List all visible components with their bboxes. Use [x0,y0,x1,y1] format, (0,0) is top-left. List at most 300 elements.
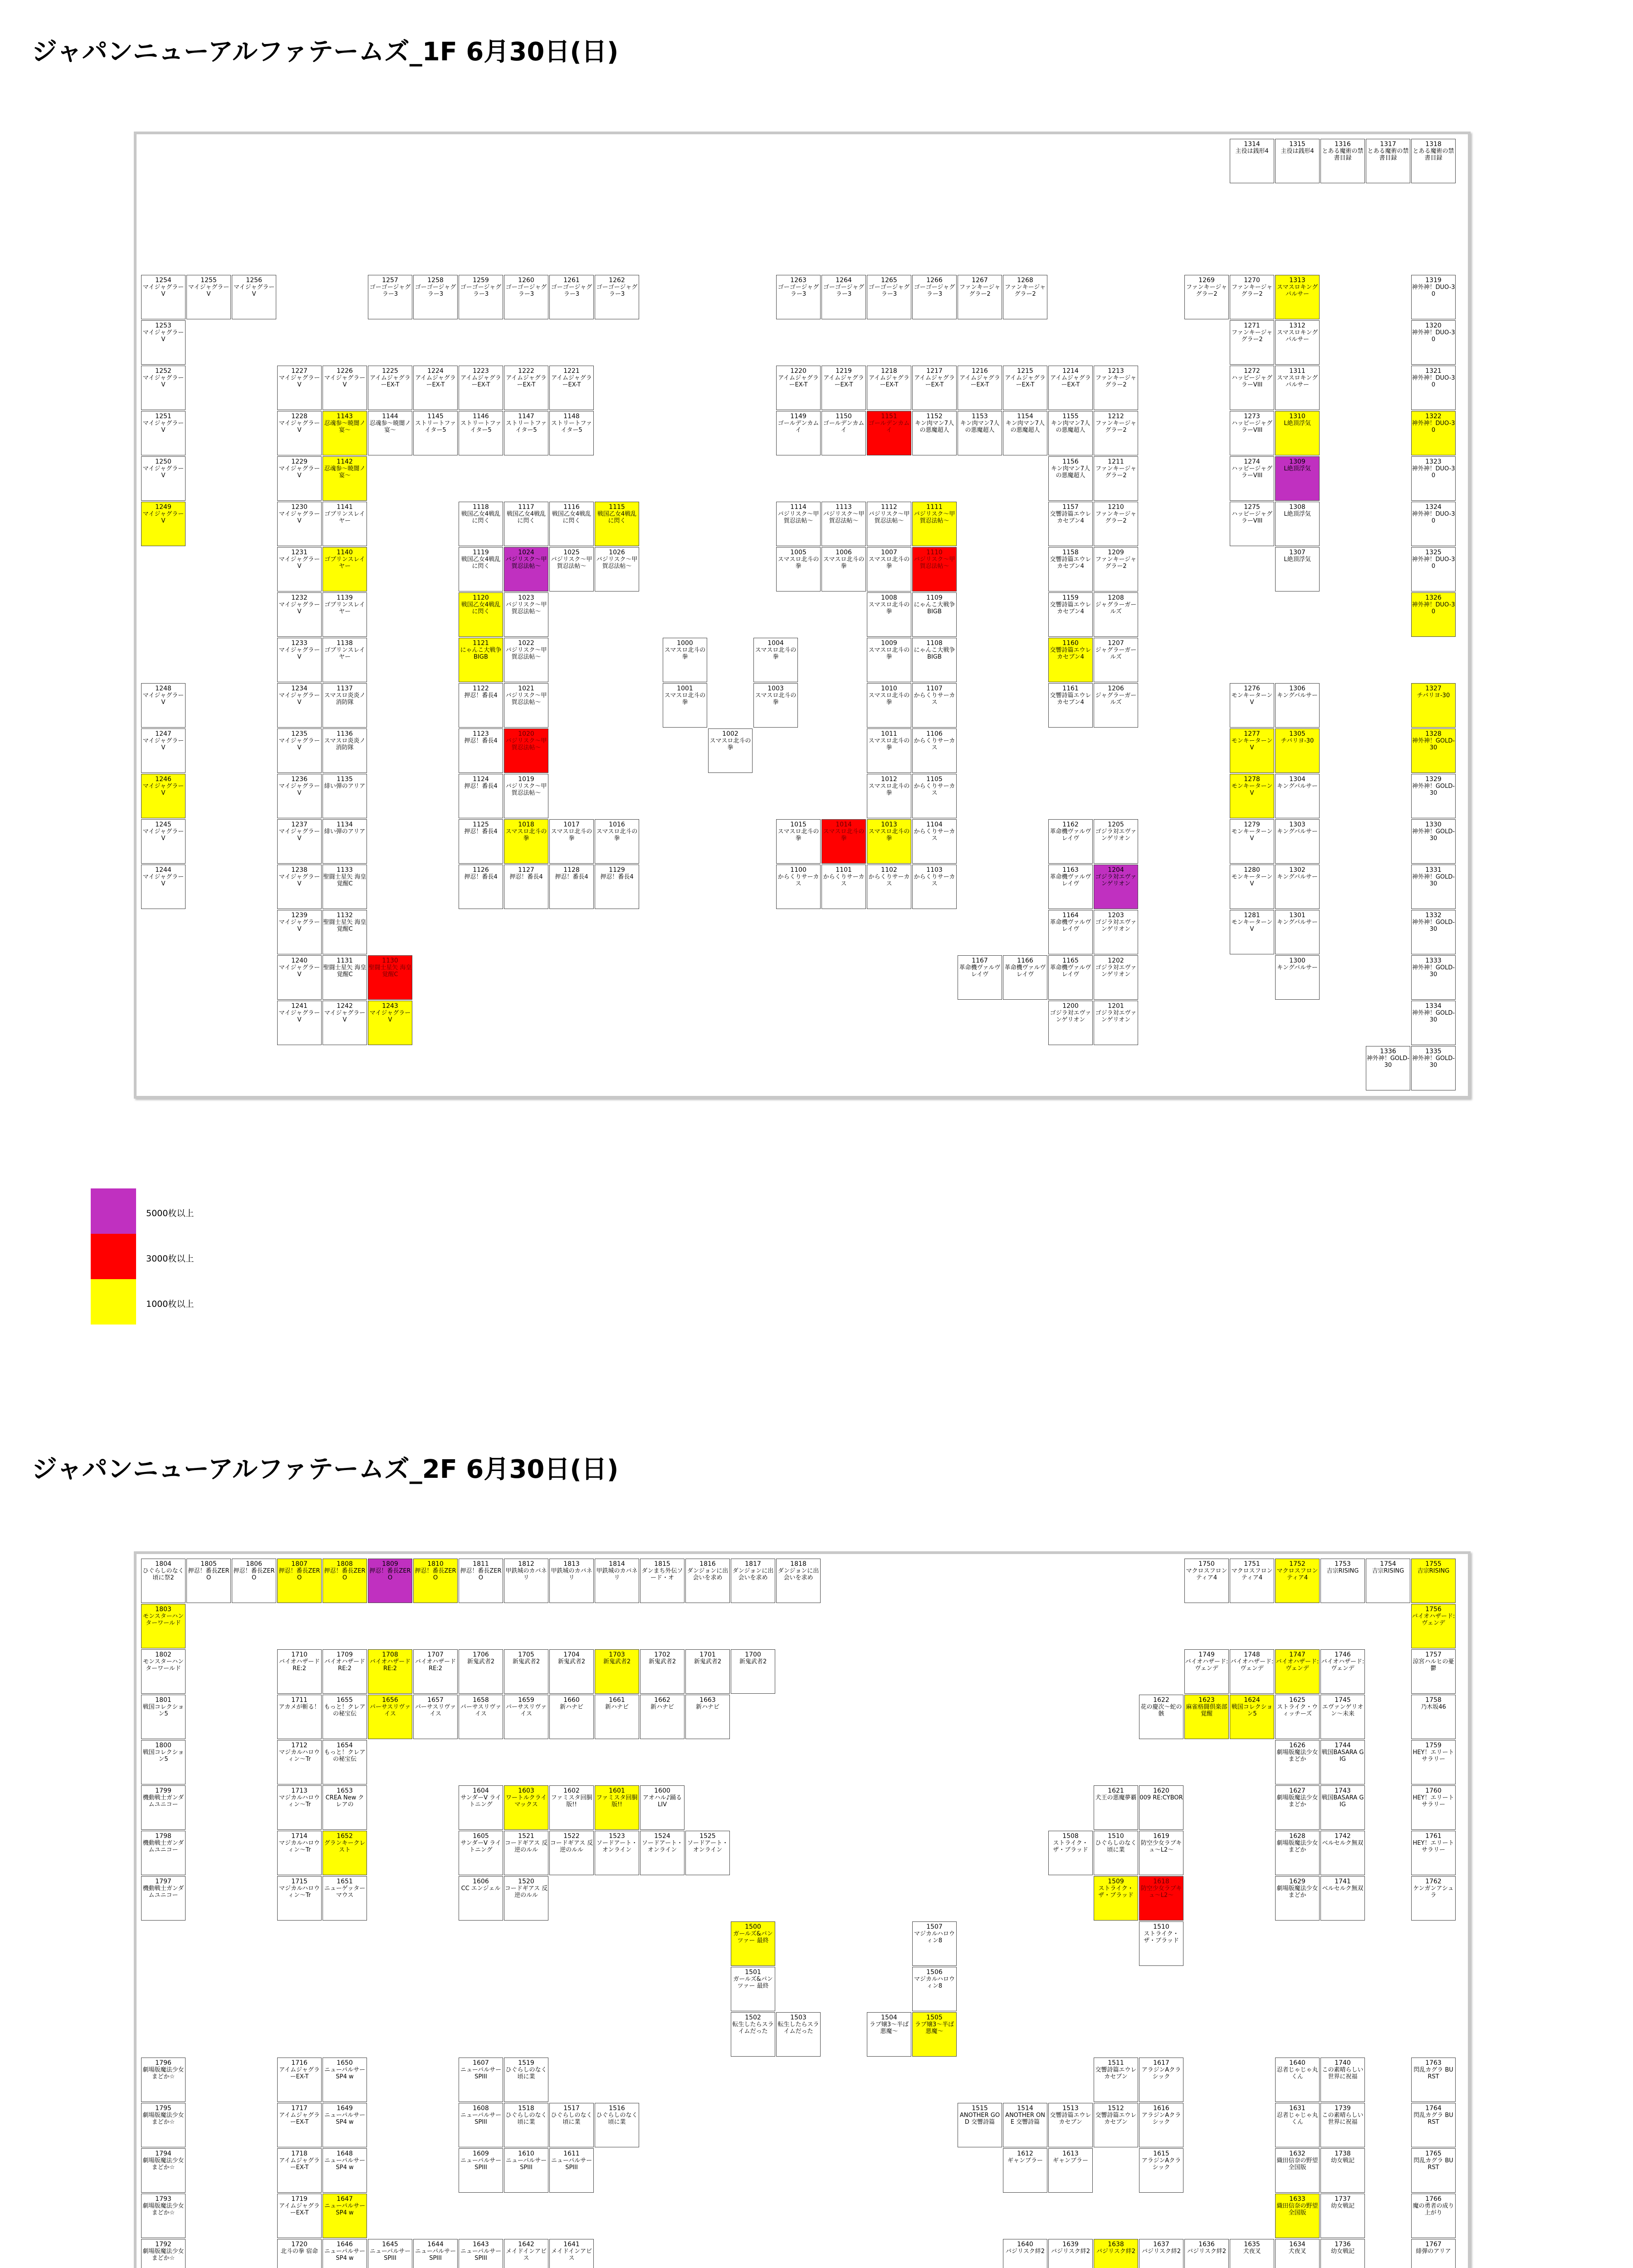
machine-cell [1094,2058,1138,2102]
machine-number: 1228 [291,413,308,420]
machine-cell [1275,910,1320,954]
machine-cell [1320,1785,1365,1830]
machine-number: 1229 [291,458,308,465]
machine-cell [867,774,911,818]
machine-cell [459,774,503,818]
machine-cell [685,1695,730,1739]
machine-number: 1658 [473,1696,489,1704]
machine-number: 1134 [337,821,353,828]
machine-cell [141,411,186,455]
machine-title: バジリスク絆2 [1051,2248,1090,2255]
machine-number: 1203 [1108,912,1124,919]
machine-cell [323,910,367,954]
machine-number: 1001 [677,685,693,692]
machine-cell [776,1559,821,1603]
machine-cell [504,683,548,728]
machine-title: ファンキージャグラー2 [1231,329,1273,343]
machine-number: 1515 [972,2105,988,2112]
machine-number: 1503 [790,2014,807,2021]
machine-title: ストライク・ザ・ブラッド [1053,1840,1088,1853]
machine-number: 1705 [518,1651,534,1658]
machine-cell [1366,1046,1410,1090]
machine-cell [1411,1740,1456,1784]
machine-number: 1234 [291,685,308,692]
machine-cell [867,411,911,455]
machine-cell [640,1785,684,1830]
machine-title: 劇場版魔法少女まどか [1276,1794,1318,1808]
machine-title: 009 RE:CYBOR [1139,1794,1183,1801]
machine-cell [753,683,798,728]
machine-title: ひぐらしのなく頃に業 [505,2112,547,2126]
machine-number: 1100 [790,866,807,874]
machine-number: 1603 [518,1787,534,1794]
machine-cell [1094,955,1138,1000]
machine-cell [821,411,866,455]
machine-number: 1748 [1244,1651,1260,1658]
machine-number: 1158 [1062,549,1079,556]
machine-title: 忍魂参〜暁闇ノ宴〜 [324,420,366,434]
machine-cell [912,2012,957,2057]
machine-cell [1048,411,1093,455]
machine-number: 1655 [337,1696,353,1704]
machine-cell [277,411,322,455]
machine-cell [549,275,594,319]
machine-title: アイムジャグラーEX-T [415,375,456,388]
machine-title: 花の慶次〜蛇の骸 [1140,1704,1182,1717]
machine-title: この素晴らしい世界に祝福 [1322,2112,1364,2126]
machine-number: 1645 [382,2241,398,2248]
machine-number: 1262 [609,277,625,284]
machine-cell [323,728,367,773]
machine-cell [1275,547,1320,591]
machine-title: ダンジョンに出会いを求め [777,1568,819,1581]
machine-number: 1022 [518,640,534,647]
machine-cell [1094,366,1138,410]
machine-cell [277,1559,322,1603]
machine-title: ファンキージャグラー2 [1004,284,1046,298]
machine-number: 1162 [1062,821,1079,828]
machine-title: 新ハナビ [559,1704,583,1711]
machine-title: 押忍！番長4 [555,874,588,880]
machine-number: 1333 [1425,957,1442,964]
machine-number: 1127 [518,866,534,874]
machine-title: ファンキージャグラー2 [1186,284,1227,298]
machine-cell [504,502,548,546]
machine-cell [459,865,503,909]
machine-cell [595,275,639,319]
machine-title: 新ハナビ [695,1704,719,1711]
machine-number: 1746 [1335,1651,1351,1658]
machine-title: バジリスク〜甲賀忍法帖〜 [551,556,592,570]
machine-number: 1275 [1244,503,1260,511]
machine-number: 1015 [790,821,807,828]
machine-title: にゃんこ大戦争BIGB [914,601,955,615]
machine-cell [549,1559,594,1603]
machine-cell [277,638,322,682]
machine-number: 1632 [1289,2150,1305,2157]
machine-number: 1318 [1425,141,1442,148]
machine-title: マイジャグラーV [279,1010,320,1023]
machine-title: HEY！エリートサラリー [1413,1794,1454,1808]
machine-cell [1275,774,1320,818]
machine-title: 機動戦士ガンダムユニコー [142,1840,184,1853]
machine-number: 1602 [563,1787,580,1794]
machine-title: ニューパルサーSPIII [460,2067,502,2080]
machine-cell [1411,1559,1456,1603]
machine-number: 1236 [291,776,308,783]
machine-title: バジリスク〜甲賀忍法帖〜 [505,601,547,615]
machine-number: 1793 [155,2195,171,2203]
machine-title: ゴーゴージャグラー3 [823,284,865,298]
machine-cell [685,1559,730,1603]
machine-number: 1125 [473,821,489,828]
machine-title: 北斗の拳 宿命 [280,2248,318,2255]
machine-number: 1799 [155,1787,171,1794]
machine-number: 1642 [518,2241,534,2248]
machine-number: 1312 [1289,322,1305,329]
machine-cell [368,955,412,1000]
machine-title: モンキーターンV [1231,919,1273,933]
machine-title: 犬夜叉 [1288,2248,1306,2255]
machine-cell [459,1785,503,1830]
machine-cell [141,502,186,546]
machine-cell [459,2103,503,2147]
machine-cell [1411,366,1456,410]
machine-cell [277,1695,322,1739]
machine-title: バイオハザード:ヴェンデ [1230,1658,1274,1672]
machine-title: マイジャグラーV [142,375,184,388]
machine-cell [867,865,911,909]
machine-cell [912,366,957,410]
machine-title: キン肉マン7人の悪魔超人 [1051,465,1090,479]
machine-cell [1184,1695,1229,1739]
machine-title: グランキークレスト [324,1840,366,1853]
machine-number: 1213 [1108,367,1124,375]
machine-title: ハッピージャグラーVIII [1232,511,1272,524]
legend-label-5000: 5000枚以上 [146,1208,194,1218]
machine-title: アイムジャグラーEX-T [778,375,819,388]
machine-title: アラジンAクラシック [1141,2067,1181,2080]
machine-number: 1243 [382,1002,398,1010]
machine-cell [1275,819,1320,864]
machine-title: マイジャグラーV [233,284,275,298]
machine-cell [821,366,866,410]
machine-number: 1247 [155,730,171,738]
machine-title: アイムジャグラーEX-T [279,2203,320,2216]
machine-cell [1411,728,1456,773]
machine-title: パーサスリヴァイス [505,1704,547,1717]
machine-title: もっと！クレアの秘宝伝 [324,1749,366,1763]
machine-number: 1810 [427,1560,444,1568]
machine-title: 押忍！番長4 [464,738,498,744]
legend-swatch-3000 [91,1234,136,1279]
machine-number: 1106 [926,730,943,738]
machine-cell [323,955,367,1000]
machine-cell [141,2148,186,2193]
machine-number: 1716 [291,2059,308,2067]
machine-cell [1230,910,1274,954]
machine-title: 転生したらスライムだった [777,2021,819,2035]
machine-cell [277,592,322,637]
machine-number: 1765 [1425,2150,1442,2157]
machine-title: 幼女戦記 [1330,2157,1354,2164]
machine-title: ゴーゴージャグラー3 [551,284,592,298]
machine-cell [1320,1649,1365,1694]
machine-title: スマスロ北斗の拳 [664,647,706,660]
machine-number: 1800 [155,1742,171,1749]
machine-cell [1411,502,1456,546]
machine-number: 1752 [1289,1560,1305,1568]
machine-title: ダンジョンに出会いを求め [687,1568,728,1581]
machine-cell [323,1001,367,1045]
machine-cell [459,638,503,682]
machine-number: 1739 [1335,2105,1351,2112]
machine-number: 1506 [926,1969,943,1976]
machine-number: 1122 [473,685,489,692]
machine-number: 1249 [155,503,171,511]
machine-number: 1315 [1289,141,1305,148]
machine-number: 1331 [1425,866,1442,874]
machine-title: モンキーターンV [1231,692,1273,706]
machine-number: 1113 [836,503,852,511]
machine-cell [1230,774,1274,818]
machine-cell [1139,2239,1183,2268]
machine-number: 1002 [722,730,738,738]
machine-cell [504,592,548,637]
machine-cell [504,1649,548,1694]
machine-title: マクロスフロンティア4 [1186,1568,1227,1581]
machine-title: 戦国BASARA GIG [1321,1749,1364,1763]
machine-cell [1411,1831,1456,1875]
machine-title: 魔の勇者の成り上がり [1413,2203,1454,2216]
machine-cell [595,1695,639,1739]
machine-title: マイジャグラーV [279,556,320,570]
machine-number: 1004 [768,640,784,647]
machine-title: 吉宗RISING [1372,1568,1404,1574]
machine-title: モンスターハンターワールド [143,1613,184,1627]
machine-title: 劇場版魔法少女まどか☆ [142,2112,184,2126]
machine-title: 戦国乙女4戦乱に閃く [461,511,501,524]
machine-number: 1737 [1335,2195,1351,2203]
machine-number: 1216 [972,367,988,375]
machine-number: 1140 [337,549,353,556]
machine-title: 革命機ヴァルヴレイヴ [1004,964,1046,978]
machine-cell [277,547,322,591]
machine-cell [277,728,322,773]
machine-title: CREA New クレアの [325,1794,364,1808]
machine-title: 神外神！GOLD-30 [1366,1055,1410,1069]
machine-cell [912,1921,957,1966]
machine-number: 1006 [836,549,852,556]
machine-number: 1313 [1289,277,1305,284]
machine-number: 1795 [155,2105,171,2112]
machine-cell [731,1921,775,1966]
machine-title: L絶頂浮気 [1284,556,1311,563]
machine-title: 聖闘士星矢 海皇覚醒C [323,874,367,887]
machine-number: 1326 [1425,594,1442,601]
machine-title: 劇場版魔法少女まどか☆ [142,2067,184,2080]
machine-number: 1255 [200,277,217,284]
machine-title: マイジャグラーV [142,783,184,797]
machine-number: 1707 [427,1651,444,1658]
machine-number: 1231 [291,549,308,556]
machine-title: バイオハザード:ヴェンデ [1185,1658,1228,1672]
machine-cell [1230,320,1274,365]
machine-title: アイムジャグラーEX-T [869,375,909,388]
machine-number: 1107 [926,685,943,692]
machine-cell [1139,2148,1183,2193]
machine-title: 神外神！DUO-30 [1412,465,1455,479]
machine-title: ハッピージャグラーVIII [1232,465,1272,479]
machine-number: 1148 [563,413,580,420]
machine-number: 1616 [1153,2105,1169,2112]
machine-cell [549,547,594,591]
machine-number: 1021 [518,685,534,692]
machine-cell [323,774,367,818]
machine-cell [323,2239,367,2268]
machine-cell [1411,456,1456,501]
machine-title: マジカルハロウィン8 [914,1976,955,1989]
machine-number: 1211 [1108,458,1124,465]
machine-title: ニューパルサーSP4 w [324,2203,366,2216]
machine-cell [1184,2239,1229,2268]
machine-number: 1509 [1108,1878,1124,1885]
machine-number: 1263 [790,277,807,284]
machine-cell [1048,865,1093,909]
machine-title: コードギアス 反逆のルル [550,1840,593,1853]
machine-number: 1717 [291,2105,308,2112]
machine-title: HEY！エリートサラリー [1413,1840,1454,1853]
machine-title: 押忍！番長4 [464,783,498,790]
machine-number: 1512 [1108,2105,1124,2112]
machine-title: 神外神！DUO-30 [1412,329,1455,343]
machine-title: ゴブリンスレイヤー [324,556,365,570]
machine-number: 1629 [1289,1878,1305,1885]
machine-cell [413,1695,458,1739]
machine-number: 1651 [337,1878,353,1885]
machine-number: 1813 [563,1560,580,1568]
machine-cell [504,1785,548,1830]
machine-title: コードギアス 反逆のルル [504,1840,548,1853]
machine-cell [277,1001,322,1045]
machine-cell [323,819,367,864]
machine-title: 吉宗RISING [1326,1568,1359,1574]
machine-cell [232,1559,276,1603]
machine-number: 1007 [881,549,897,556]
machine-cell [323,502,367,546]
machine-cell [1139,1876,1183,1921]
machine-number: 1161 [1062,685,1079,692]
machine-cell [323,683,367,728]
machine-number: 1709 [337,1651,353,1658]
machine-number: 1802 [155,1651,171,1658]
machine-title: ニューパルサーSP4 w [324,2112,366,2126]
machine-title: ストライク・ウィッチーズ [1276,1704,1318,1717]
machine-title: ゴジラ対エヴァンゲリオン [1095,874,1137,887]
machine-number: 1328 [1425,730,1442,738]
machine-title: からくりサーカス [914,692,955,706]
machine-title: ひぐらしのなく頃に業 [505,2067,547,2080]
machine-title: マイジャグラーV [279,874,320,887]
machine-number: 1803 [155,1606,171,1613]
machine-title: モンスターハンターワールド [143,1658,184,1672]
machine-number: 1815 [654,1560,670,1568]
machine-title: スマスロキングパルサー [1276,329,1318,343]
machine-cell [277,2103,322,2147]
machine-number: 1278 [1244,776,1260,783]
machine-cell [1411,910,1456,954]
machine-number: 1608 [473,2105,489,2112]
machine-number: 1150 [836,413,852,420]
machine-cell [1048,955,1093,1000]
machine-title: スマスロ北斗の拳 [777,556,819,570]
machine-title: 劇場版魔法少女まどか [1276,1840,1318,1853]
machine-number: 1644 [427,2241,444,2248]
machine-number: 1514 [1017,2105,1033,2112]
machine-cell [549,2239,594,2268]
machine-number: 1615 [1153,2150,1169,2157]
machine-number: 1663 [699,1696,716,1704]
machine-cell [1094,456,1138,501]
machine-cell [1411,139,1456,183]
machine-number: 1246 [155,776,171,783]
machine-number: 1018 [518,821,534,828]
machine-number: 1253 [155,322,171,329]
machine-title: 神外神！DUO-30 [1412,375,1455,388]
machine-cell [912,1967,957,2011]
machine-title: 忍魂参〜暁闇ノ宴〜 [369,420,411,434]
machine-title: マイジャグラーV [188,284,230,298]
machine-title: ファンキージャグラー2 [1095,556,1137,570]
machine-number: 1334 [1425,1002,1442,1010]
machine-cell [640,1695,684,1739]
machine-number: 1124 [473,776,489,783]
machine-number: 1747 [1289,1651,1305,1658]
machine-title: バジリスク〜甲賀忍法帖〜 [505,783,547,797]
machine-title: アイムジャグラーEX-T [279,2067,320,2080]
machine-number: 1132 [337,912,353,919]
machine-cell [141,819,186,864]
machine-title: ゴーゴージャグラー3 [596,284,638,298]
machine-cell [1320,2148,1365,2193]
machine-number: 1225 [382,367,398,375]
machine-cell [1094,2103,1138,2147]
machine-title: からくりサーカス [823,874,865,887]
machine-title: アイムジャグラーEX-T [959,375,1000,388]
machine-cell [867,728,911,773]
machine-title: キングパルサー [1277,828,1318,835]
machine-title: マイジャグラーV [142,284,184,298]
machine-number: 1164 [1062,912,1079,919]
machine-title: 閃乱カグラ BURST [1413,2067,1453,2080]
machine-number: 1736 [1335,2241,1351,2248]
machine-cell [1094,502,1138,546]
machine-title: 新鬼武者2 [467,1658,495,1665]
machine-title: ニューパルサーSP4 w [324,2067,366,2080]
machine-cell [1275,1876,1320,1921]
machine-number: 1210 [1108,503,1124,511]
machine-cell [323,2148,367,2193]
machine-cell [459,683,503,728]
machine-cell [1275,320,1320,365]
machine-cell [1320,1876,1365,1921]
machine-title: 神外神！DUO-30 [1412,511,1455,524]
machine-cell [504,2148,548,2193]
machine-cell [663,683,707,728]
machine-number: 1605 [473,1833,489,1840]
machine-number: 1205 [1108,821,1124,828]
machine-number: 1759 [1425,1742,1442,1749]
